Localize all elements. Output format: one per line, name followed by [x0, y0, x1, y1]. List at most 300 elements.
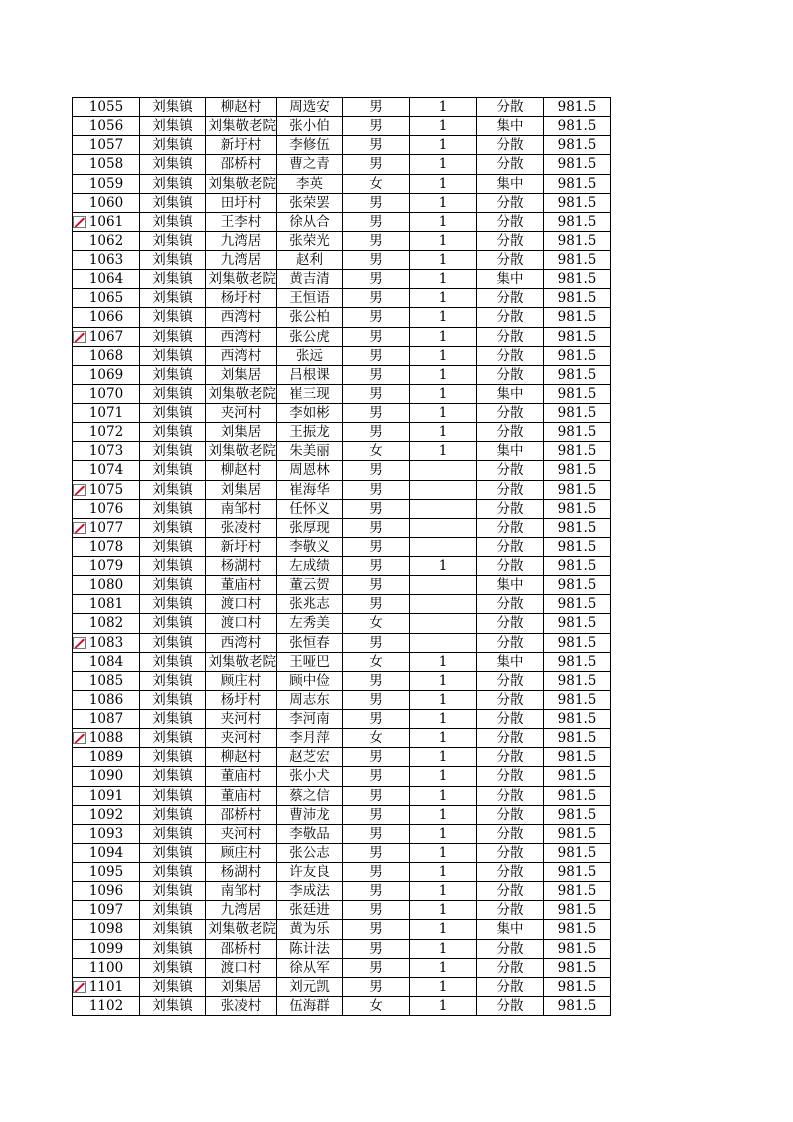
cell-gender[interactable]	[343, 671, 410, 690]
cell-town[interactable]	[140, 652, 206, 671]
cell-count[interactable]	[410, 384, 477, 403]
cell-village[interactable]	[206, 996, 277, 1015]
cell-amount[interactable]	[544, 212, 611, 231]
cell-town[interactable]	[140, 901, 206, 920]
cell-village[interactable]	[206, 461, 277, 480]
cell-town[interactable]	[140, 710, 206, 729]
cell-count[interactable]	[410, 576, 477, 595]
cell-support-type[interactable]	[477, 843, 544, 862]
cell-gender[interactable]	[343, 958, 410, 977]
cell-record-id[interactable]	[73, 843, 140, 862]
cell-person-name[interactable]	[277, 212, 343, 231]
cell-amount[interactable]	[544, 557, 611, 576]
cell-village[interactable]	[206, 404, 277, 423]
cell-record-id[interactable]	[73, 977, 140, 996]
cell-town[interactable]	[140, 805, 206, 824]
cell-support-type[interactable]	[477, 384, 544, 403]
cell-amount[interactable]	[544, 576, 611, 595]
cell-town[interactable]	[140, 251, 206, 270]
cell-village[interactable]	[206, 384, 277, 403]
cell-town[interactable]	[140, 595, 206, 614]
cell-village[interactable]	[206, 901, 277, 920]
cell-village[interactable]	[206, 690, 277, 709]
cell-town[interactable]	[140, 633, 206, 652]
cell-town[interactable]	[140, 786, 206, 805]
cell-person-name[interactable]	[277, 748, 343, 767]
cell-support-type[interactable]	[477, 576, 544, 595]
cell-count[interactable]	[410, 423, 477, 442]
cell-village[interactable]	[206, 270, 277, 289]
cell-village[interactable]	[206, 729, 277, 748]
cell-person-name[interactable]	[277, 710, 343, 729]
cell-person-name[interactable]	[277, 308, 343, 327]
cell-record-id[interactable]	[73, 384, 140, 403]
comment-indicator-icon[interactable]	[73, 981, 86, 993]
cell-support-type[interactable]	[477, 767, 544, 786]
cell-count[interactable]	[410, 767, 477, 786]
cell-village[interactable]	[206, 939, 277, 958]
cell-person-name[interactable]	[277, 98, 343, 117]
cell-amount[interactable]	[544, 499, 611, 518]
cell-record-id[interactable]	[73, 633, 140, 652]
cell-gender[interactable]	[343, 996, 410, 1015]
cell-support-type[interactable]	[477, 671, 544, 690]
cell-amount[interactable]	[544, 805, 611, 824]
cell-count[interactable]	[410, 633, 477, 652]
cell-support-type[interactable]	[477, 327, 544, 346]
cell-gender[interactable]	[343, 843, 410, 862]
cell-record-id[interactable]	[73, 346, 140, 365]
cell-town[interactable]	[140, 461, 206, 480]
cell-village[interactable]	[206, 710, 277, 729]
cell-support-type[interactable]	[477, 461, 544, 480]
cell-village[interactable]	[206, 480, 277, 499]
cell-support-type[interactable]	[477, 939, 544, 958]
cell-town[interactable]	[140, 843, 206, 862]
cell-amount[interactable]	[544, 595, 611, 614]
cell-amount[interactable]	[544, 537, 611, 556]
cell-amount[interactable]	[544, 193, 611, 212]
cell-person-name[interactable]	[277, 863, 343, 882]
cell-record-id[interactable]	[73, 442, 140, 461]
cell-record-id[interactable]	[73, 365, 140, 384]
cell-support-type[interactable]	[477, 251, 544, 270]
cell-support-type[interactable]	[477, 174, 544, 193]
cell-count[interactable]	[410, 499, 477, 518]
cell-village[interactable]	[206, 863, 277, 882]
cell-record-id[interactable]	[73, 786, 140, 805]
cell-town[interactable]	[140, 824, 206, 843]
cell-village[interactable]	[206, 308, 277, 327]
cell-person-name[interactable]	[277, 576, 343, 595]
cell-amount[interactable]	[544, 977, 611, 996]
cell-gender[interactable]	[343, 193, 410, 212]
cell-town[interactable]	[140, 327, 206, 346]
cell-support-type[interactable]	[477, 633, 544, 652]
cell-gender[interactable]	[343, 824, 410, 843]
cell-person-name[interactable]	[277, 882, 343, 901]
cell-count[interactable]	[410, 231, 477, 250]
cell-record-id[interactable]	[73, 117, 140, 136]
cell-support-type[interactable]	[477, 977, 544, 996]
cell-gender[interactable]	[343, 557, 410, 576]
cell-amount[interactable]	[544, 251, 611, 270]
cell-gender[interactable]	[343, 155, 410, 174]
cell-person-name[interactable]	[277, 289, 343, 308]
cell-gender[interactable]	[343, 136, 410, 155]
cell-record-id[interactable]	[73, 136, 140, 155]
cell-town[interactable]	[140, 346, 206, 365]
cell-town[interactable]	[140, 136, 206, 155]
cell-gender[interactable]	[343, 690, 410, 709]
cell-town[interactable]	[140, 671, 206, 690]
cell-town[interactable]	[140, 365, 206, 384]
cell-record-id[interactable]	[73, 327, 140, 346]
cell-village[interactable]	[206, 824, 277, 843]
cell-village[interactable]	[206, 423, 277, 442]
cell-count[interactable]	[410, 671, 477, 690]
cell-village[interactable]	[206, 518, 277, 537]
cell-count[interactable]	[410, 939, 477, 958]
cell-town[interactable]	[140, 996, 206, 1015]
cell-record-id[interactable]	[73, 614, 140, 633]
cell-town[interactable]	[140, 939, 206, 958]
cell-support-type[interactable]	[477, 117, 544, 136]
cell-amount[interactable]	[544, 767, 611, 786]
cell-amount[interactable]	[544, 824, 611, 843]
cell-person-name[interactable]	[277, 805, 343, 824]
cell-amount[interactable]	[544, 423, 611, 442]
cell-town[interactable]	[140, 882, 206, 901]
cell-record-id[interactable]	[73, 729, 140, 748]
cell-person-name[interactable]	[277, 958, 343, 977]
cell-amount[interactable]	[544, 652, 611, 671]
cell-gender[interactable]	[343, 423, 410, 442]
cell-village[interactable]	[206, 193, 277, 212]
cell-village[interactable]	[206, 748, 277, 767]
cell-amount[interactable]	[544, 729, 611, 748]
cell-town[interactable]	[140, 863, 206, 882]
cell-count[interactable]	[410, 843, 477, 862]
cell-count[interactable]	[410, 442, 477, 461]
cell-record-id[interactable]	[73, 212, 140, 231]
cell-count[interactable]	[410, 289, 477, 308]
cell-village[interactable]	[206, 786, 277, 805]
cell-support-type[interactable]	[477, 729, 544, 748]
cell-person-name[interactable]	[277, 729, 343, 748]
cell-amount[interactable]	[544, 346, 611, 365]
cell-count[interactable]	[410, 996, 477, 1015]
cell-person-name[interactable]	[277, 327, 343, 346]
cell-record-id[interactable]	[73, 996, 140, 1015]
cell-amount[interactable]	[544, 289, 611, 308]
cell-town[interactable]	[140, 557, 206, 576]
cell-person-name[interactable]	[277, 977, 343, 996]
cell-count[interactable]	[410, 614, 477, 633]
comment-indicator-icon[interactable]	[73, 484, 86, 496]
cell-record-id[interactable]	[73, 901, 140, 920]
cell-amount[interactable]	[544, 843, 611, 862]
cell-count[interactable]	[410, 537, 477, 556]
cell-amount[interactable]	[544, 384, 611, 403]
cell-record-id[interactable]	[73, 480, 140, 499]
cell-village[interactable]	[206, 843, 277, 862]
cell-support-type[interactable]	[477, 958, 544, 977]
cell-town[interactable]	[140, 442, 206, 461]
comment-indicator-icon[interactable]	[73, 637, 86, 649]
cell-town[interactable]	[140, 308, 206, 327]
cell-amount[interactable]	[544, 633, 611, 652]
cell-count[interactable]	[410, 748, 477, 767]
cell-amount[interactable]	[544, 98, 611, 117]
cell-amount[interactable]	[544, 996, 611, 1015]
cell-record-id[interactable]	[73, 863, 140, 882]
comment-indicator-icon[interactable]	[73, 522, 86, 534]
cell-record-id[interactable]	[73, 499, 140, 518]
cell-town[interactable]	[140, 614, 206, 633]
cell-support-type[interactable]	[477, 423, 544, 442]
cell-village[interactable]	[206, 289, 277, 308]
cell-village[interactable]	[206, 327, 277, 346]
cell-support-type[interactable]	[477, 480, 544, 499]
cell-gender[interactable]	[343, 251, 410, 270]
cell-gender[interactable]	[343, 231, 410, 250]
cell-gender[interactable]	[343, 939, 410, 958]
cell-town[interactable]	[140, 289, 206, 308]
cell-town[interactable]	[140, 270, 206, 289]
cell-count[interactable]	[410, 805, 477, 824]
cell-count[interactable]	[410, 404, 477, 423]
cell-person-name[interactable]	[277, 442, 343, 461]
cell-support-type[interactable]	[477, 557, 544, 576]
cell-support-type[interactable]	[477, 901, 544, 920]
cell-gender[interactable]	[343, 327, 410, 346]
cell-support-type[interactable]	[477, 270, 544, 289]
cell-support-type[interactable]	[477, 193, 544, 212]
cell-person-name[interactable]	[277, 270, 343, 289]
cell-amount[interactable]	[544, 748, 611, 767]
cell-record-id[interactable]	[73, 231, 140, 250]
cell-person-name[interactable]	[277, 136, 343, 155]
cell-gender[interactable]	[343, 289, 410, 308]
cell-gender[interactable]	[343, 518, 410, 537]
cell-village[interactable]	[206, 595, 277, 614]
cell-gender[interactable]	[343, 308, 410, 327]
cell-person-name[interactable]	[277, 614, 343, 633]
cell-village[interactable]	[206, 576, 277, 595]
cell-count[interactable]	[410, 863, 477, 882]
cell-gender[interactable]	[343, 767, 410, 786]
cell-amount[interactable]	[544, 136, 611, 155]
cell-person-name[interactable]	[277, 499, 343, 518]
cell-record-id[interactable]	[73, 767, 140, 786]
cell-count[interactable]	[410, 136, 477, 155]
cell-gender[interactable]	[343, 346, 410, 365]
cell-village[interactable]	[206, 920, 277, 939]
cell-amount[interactable]	[544, 958, 611, 977]
cell-town[interactable]	[140, 193, 206, 212]
cell-amount[interactable]	[544, 614, 611, 633]
cell-person-name[interactable]	[277, 174, 343, 193]
cell-gender[interactable]	[343, 805, 410, 824]
cell-count[interactable]	[410, 824, 477, 843]
cell-record-id[interactable]	[73, 652, 140, 671]
cell-record-id[interactable]	[73, 939, 140, 958]
cell-gender[interactable]	[343, 748, 410, 767]
cell-count[interactable]	[410, 174, 477, 193]
cell-village[interactable]	[206, 499, 277, 518]
cell-person-name[interactable]	[277, 671, 343, 690]
cell-count[interactable]	[410, 365, 477, 384]
cell-support-type[interactable]	[477, 805, 544, 824]
cell-record-id[interactable]	[73, 748, 140, 767]
cell-record-id[interactable]	[73, 537, 140, 556]
cell-village[interactable]	[206, 958, 277, 977]
cell-record-id[interactable]	[73, 308, 140, 327]
cell-person-name[interactable]	[277, 423, 343, 442]
cell-village[interactable]	[206, 633, 277, 652]
cell-town[interactable]	[140, 729, 206, 748]
cell-support-type[interactable]	[477, 365, 544, 384]
cell-village[interactable]	[206, 671, 277, 690]
cell-count[interactable]	[410, 193, 477, 212]
cell-gender[interactable]	[343, 576, 410, 595]
cell-count[interactable]	[410, 729, 477, 748]
cell-support-type[interactable]	[477, 212, 544, 231]
cell-person-name[interactable]	[277, 251, 343, 270]
cell-person-name[interactable]	[277, 901, 343, 920]
comment-indicator-icon[interactable]	[73, 216, 86, 228]
cell-village[interactable]	[206, 136, 277, 155]
cell-village[interactable]	[206, 614, 277, 633]
cell-record-id[interactable]	[73, 289, 140, 308]
cell-town[interactable]	[140, 174, 206, 193]
cell-town[interactable]	[140, 384, 206, 403]
cell-gender[interactable]	[343, 461, 410, 480]
cell-town[interactable]	[140, 404, 206, 423]
cell-village[interactable]	[206, 652, 277, 671]
cell-record-id[interactable]	[73, 595, 140, 614]
cell-person-name[interactable]	[277, 633, 343, 652]
cell-record-id[interactable]	[73, 958, 140, 977]
cell-village[interactable]	[206, 174, 277, 193]
cell-person-name[interactable]	[277, 996, 343, 1015]
cell-count[interactable]	[410, 557, 477, 576]
cell-amount[interactable]	[544, 480, 611, 499]
comment-indicator-icon[interactable]	[73, 732, 86, 744]
cell-person-name[interactable]	[277, 404, 343, 423]
cell-town[interactable]	[140, 767, 206, 786]
cell-person-name[interactable]	[277, 920, 343, 939]
cell-village[interactable]	[206, 346, 277, 365]
cell-village[interactable]	[206, 442, 277, 461]
cell-town[interactable]	[140, 155, 206, 174]
cell-record-id[interactable]	[73, 461, 140, 480]
cell-support-type[interactable]	[477, 289, 544, 308]
cell-support-type[interactable]	[477, 518, 544, 537]
cell-record-id[interactable]	[73, 576, 140, 595]
cell-amount[interactable]	[544, 270, 611, 289]
cell-amount[interactable]	[544, 939, 611, 958]
cell-count[interactable]	[410, 920, 477, 939]
cell-person-name[interactable]	[277, 231, 343, 250]
cell-person-name[interactable]	[277, 346, 343, 365]
cell-gender[interactable]	[343, 786, 410, 805]
cell-count[interactable]	[410, 958, 477, 977]
cell-count[interactable]	[410, 461, 477, 480]
cell-record-id[interactable]	[73, 518, 140, 537]
cell-town[interactable]	[140, 537, 206, 556]
cell-support-type[interactable]	[477, 231, 544, 250]
cell-town[interactable]	[140, 920, 206, 939]
cell-village[interactable]	[206, 977, 277, 996]
cell-support-type[interactable]	[477, 652, 544, 671]
cell-amount[interactable]	[544, 327, 611, 346]
cell-gender[interactable]	[343, 537, 410, 556]
cell-town[interactable]	[140, 958, 206, 977]
cell-count[interactable]	[410, 346, 477, 365]
cell-person-name[interactable]	[277, 843, 343, 862]
cell-count[interactable]	[410, 710, 477, 729]
cell-support-type[interactable]	[477, 710, 544, 729]
cell-amount[interactable]	[544, 920, 611, 939]
cell-person-name[interactable]	[277, 365, 343, 384]
cell-amount[interactable]	[544, 882, 611, 901]
cell-town[interactable]	[140, 748, 206, 767]
cell-record-id[interactable]	[73, 423, 140, 442]
cell-amount[interactable]	[544, 174, 611, 193]
cell-amount[interactable]	[544, 671, 611, 690]
cell-person-name[interactable]	[277, 652, 343, 671]
cell-count[interactable]	[410, 155, 477, 174]
cell-gender[interactable]	[343, 882, 410, 901]
cell-support-type[interactable]	[477, 98, 544, 117]
cell-support-type[interactable]	[477, 499, 544, 518]
cell-town[interactable]	[140, 518, 206, 537]
cell-record-id[interactable]	[73, 557, 140, 576]
cell-person-name[interactable]	[277, 786, 343, 805]
cell-record-id[interactable]	[73, 710, 140, 729]
cell-count[interactable]	[410, 270, 477, 289]
cell-record-id[interactable]	[73, 882, 140, 901]
cell-town[interactable]	[140, 690, 206, 709]
cell-village[interactable]	[206, 557, 277, 576]
cell-person-name[interactable]	[277, 384, 343, 403]
cell-amount[interactable]	[544, 117, 611, 136]
cell-village[interactable]	[206, 231, 277, 250]
cell-village[interactable]	[206, 537, 277, 556]
cell-amount[interactable]	[544, 690, 611, 709]
cell-record-id[interactable]	[73, 251, 140, 270]
cell-support-type[interactable]	[477, 882, 544, 901]
cell-village[interactable]	[206, 251, 277, 270]
cell-count[interactable]	[410, 212, 477, 231]
cell-gender[interactable]	[343, 652, 410, 671]
cell-support-type[interactable]	[477, 346, 544, 365]
cell-person-name[interactable]	[277, 117, 343, 136]
cell-count[interactable]	[410, 251, 477, 270]
cell-amount[interactable]	[544, 155, 611, 174]
cell-amount[interactable]	[544, 404, 611, 423]
cell-person-name[interactable]	[277, 155, 343, 174]
cell-amount[interactable]	[544, 442, 611, 461]
cell-count[interactable]	[410, 901, 477, 920]
cell-town[interactable]	[140, 499, 206, 518]
cell-person-name[interactable]	[277, 193, 343, 212]
cell-town[interactable]	[140, 480, 206, 499]
cell-support-type[interactable]	[477, 404, 544, 423]
cell-town[interactable]	[140, 576, 206, 595]
